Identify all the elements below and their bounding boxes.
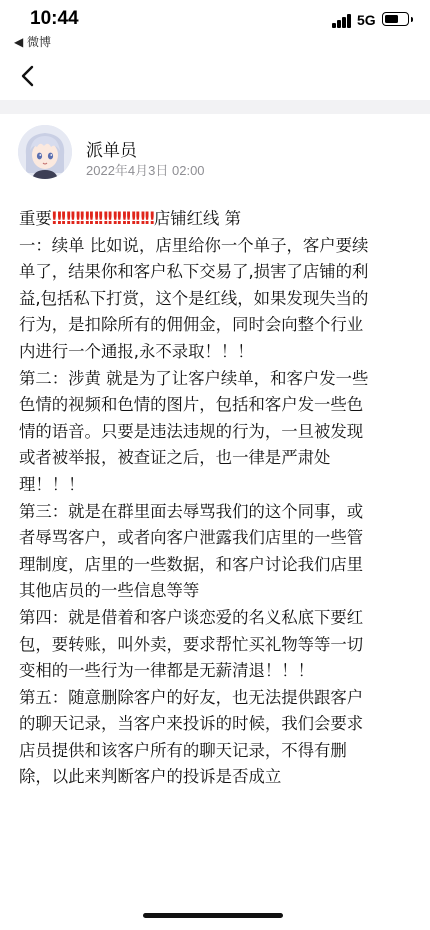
post-line: 的聊天记录，当客户来投诉的时候，我们会要求: [19, 714, 364, 734]
post-line: 行为，是扣除所有的佣佣金，同时会向整个行业: [19, 315, 364, 335]
back-to-weibo-link[interactable]: ◀ 微博: [14, 35, 52, 49]
post-line: 内进行一个通报,永不录取！！！: [19, 341, 254, 361]
chevron-left-icon: [12, 58, 48, 94]
author-name[interactable]: 派单员: [86, 141, 137, 161]
heading-important: 重要: [19, 209, 52, 228]
post-line: 情的语音。只要是违法违规的行为，一旦被发现: [19, 421, 364, 441]
post-line: 理！！！: [19, 474, 85, 494]
post-line: 第三：就是在群里面去辱骂我们的这个同事，或: [19, 501, 364, 521]
status-time: 10:44: [30, 8, 79, 29]
post-line: 第二：涉黄 就是为了让客户续单，和客户发一些: [19, 368, 369, 388]
battery-icon: [382, 12, 409, 26]
nav-bar: [0, 52, 430, 102]
post-line: 一：续单 比如说，店里给你一个单子，客户要续: [19, 235, 369, 255]
home-indicator[interactable]: [143, 913, 283, 918]
section-divider: [0, 100, 430, 114]
red-exclamation-marks: ‼‼‼‼‼‼‼‼‼‼‼: [51, 209, 154, 228]
post-line: 第五：随意删除客户的好友，也无法提供跟客户: [19, 687, 364, 707]
heading-redline: 店铺红线 第: [153, 209, 241, 228]
post-line: [19, 206, 415, 233]
post-timestamp: 2022年4月3日 02:00: [86, 163, 205, 178]
post-line: 第四：就是借着和客户谈恋爱的名义私底下要红: [19, 607, 364, 627]
back-button[interactable]: [12, 58, 48, 94]
network-type: 5G: [357, 12, 376, 28]
signal-icon: [332, 14, 352, 28]
post-line: 其他店员的一些信息等等: [19, 581, 200, 601]
post-line: 除，以此来判断客户的投诉是否成立: [19, 767, 282, 787]
post-line: 或者被举报，被查证之后，也一律是严肃处: [19, 448, 331, 468]
post-line: 店员提供和该客户所有的聊天记录，不得有删: [19, 740, 347, 760]
post-line: 色情的视频和色情的图片，包括和客户发一些色: [19, 395, 364, 415]
post-line: 者辱骂客户，或者向客户泄露我们店里的一些管: [19, 528, 364, 548]
avatar[interactable]: [18, 125, 72, 179]
status-bar: [0, 0, 430, 52]
post-body: [19, 206, 415, 791]
post-line: 单了，结果你和客户私下交易了,损害了店铺的利: [19, 262, 369, 282]
post-line: 包，要转账，叫外卖，要求帮忙买礼物等等一切: [19, 634, 364, 654]
anime-avatar-image: [18, 125, 72, 179]
post-line: 变相的一些行为一律都是无薪清退！！！: [19, 661, 315, 681]
post-line: 益,包括私下打赏，这个是红线，如果发现失当的: [19, 288, 369, 308]
post-line: 理制度，店里的一些数据，和客户讨论我们店里: [19, 554, 364, 574]
